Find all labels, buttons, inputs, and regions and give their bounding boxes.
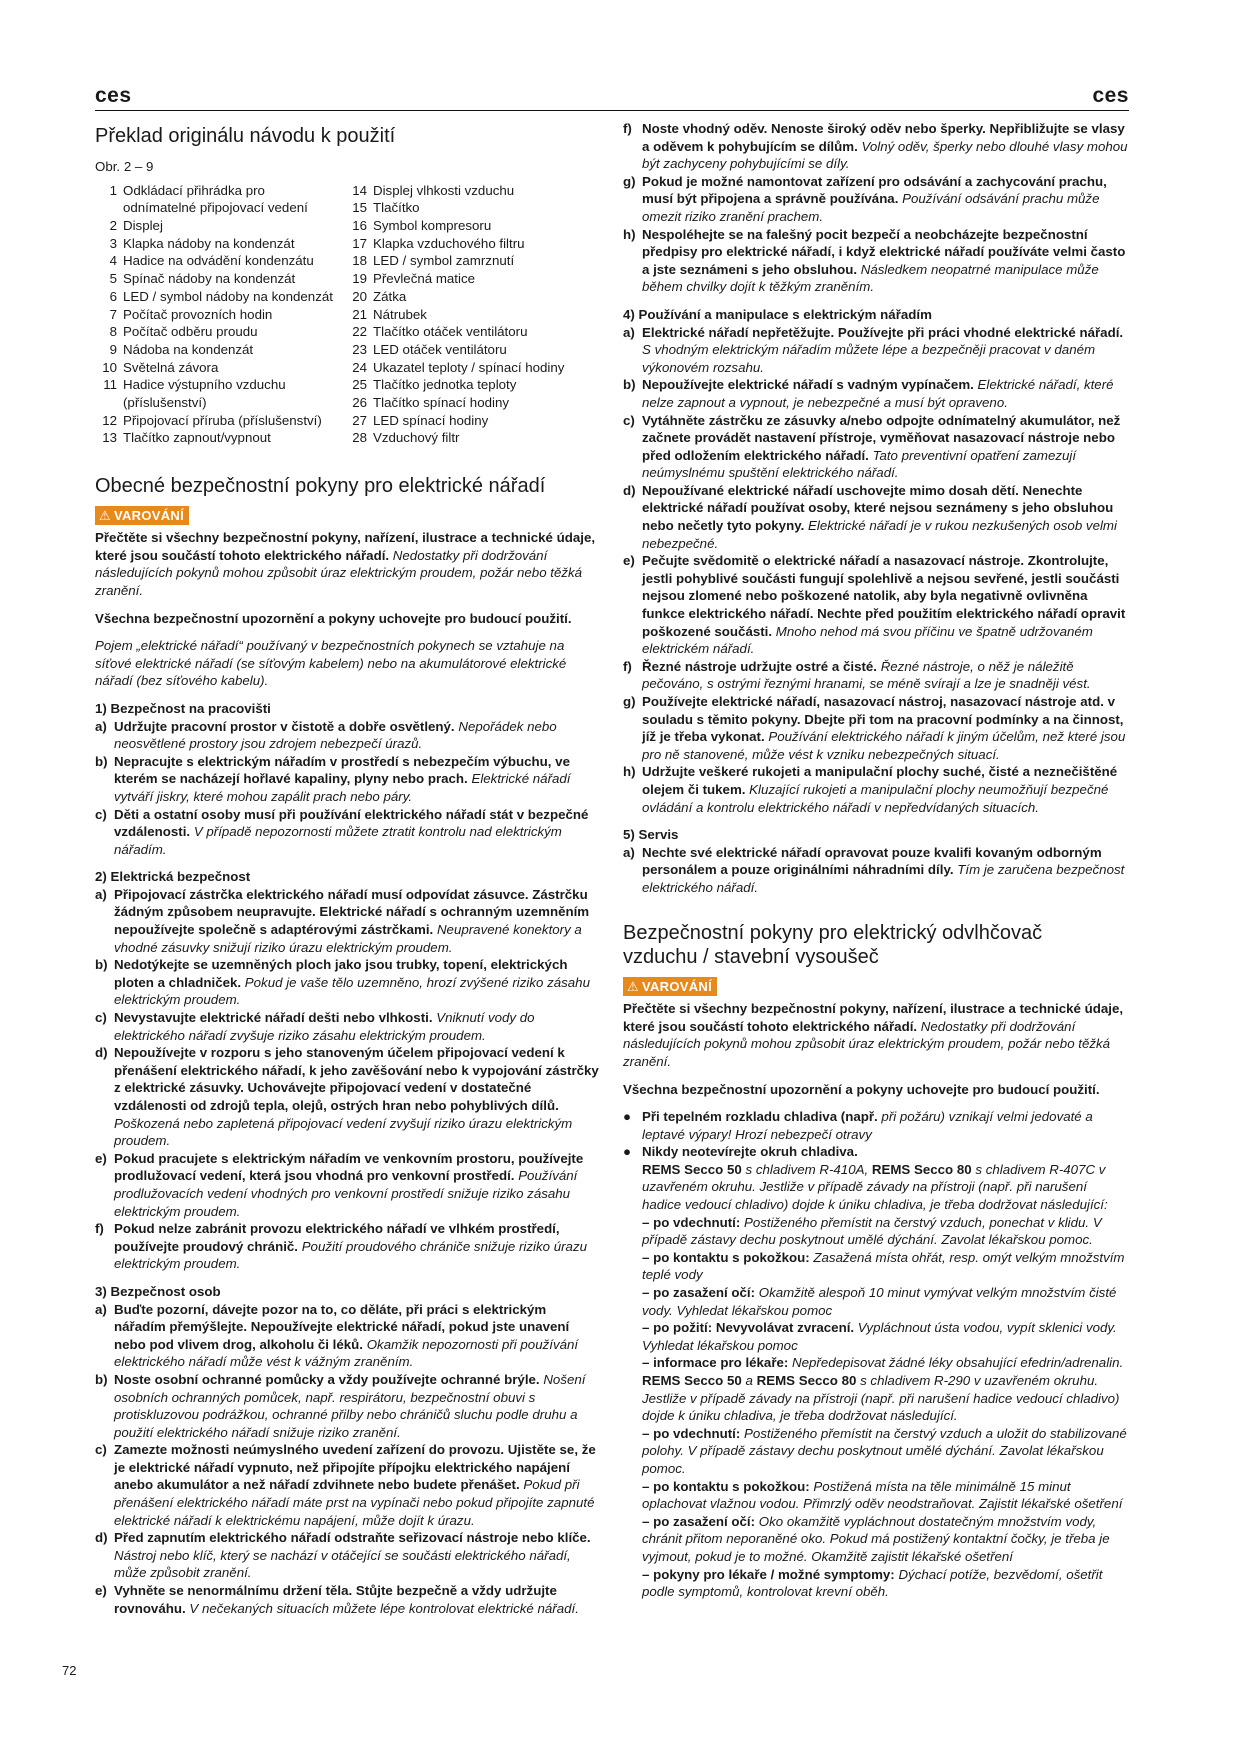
legend-item (345, 394, 600, 412)
legend-item-label: Odkládací přihrádka pro (123, 182, 265, 198)
item-letter: a) (95, 886, 107, 902)
safety-item (95, 1582, 600, 1617)
dehumidifier-heading-line1: Bezpečnostní pokyny pro elektrický odvlhčovač (623, 921, 1043, 944)
figure-legend (95, 182, 600, 470)
safety-item (95, 956, 600, 1009)
item-instruction: Děti a ostatní osoby musí při používání elektrického nářadí stát v bezpečné vzdálenosti. (114, 806, 589, 840)
item-letter: f) (95, 1221, 104, 1237)
item-explanation: Vniknutí vody do elektrického nářadí zvyšuje riziko zásahu elektrickým proudem. (114, 1010, 535, 1043)
item-instruction: Vytáhněte zástrčku ze zásuvky a/nebo odpojte odnímatelný akumulátor, než začnete provádět nastavení přístroje, vyměňovat nasazovací nástroje nebo před odložením elektrického nářadí. (642, 412, 1121, 463)
legend-item-number: 11 (103, 377, 117, 393)
first-aid-case: – po kontaktu s pokožkou: (642, 1478, 810, 1494)
bullet2-bold: Nikdy neotevírejte okruh chladiva. (642, 1144, 858, 1160)
warning-text-bold: Přečtěte si všechny bezpečnostní pokyny, nařízení, ilustrace a technické údaje, které jsou součástí tohoto elektrického nářadí. (95, 530, 596, 563)
legend-item (345, 412, 600, 430)
legend-item-label: Displej (123, 218, 163, 233)
first-aid-item (623, 1354, 1129, 1372)
legend-item-label: Hadice na odvádění kondenzátu (123, 253, 314, 269)
item-instruction: Nepoužívejte elektrické nářadí s vadným vypínačem. (642, 377, 974, 393)
first-aid-case: – po zasažení očí: (642, 1513, 756, 1529)
item-instruction: Nepracujte s elektrickým nářadím v prostředí s nebezpečím výbuchu, ve kterém se nacházejí hořlavé kapaliny, plyny nebo prach. (114, 753, 570, 787)
safety-item (95, 1044, 600, 1150)
legend-item-label: LED spínací hodiny (373, 412, 489, 428)
legend-item (345, 217, 600, 235)
safety-item (623, 120, 1129, 173)
model-secco-50-r290: REMS Secco 50 (642, 1373, 742, 1388)
safety-item (623, 376, 1129, 411)
legend-item-number: 26 (352, 395, 367, 411)
warning-badge (95, 506, 189, 526)
header-language-right: ces (1092, 84, 1129, 107)
item-explanation: Neupravené konektory a vhodné zásuvky snižují riziko úrazu elektrickým proudem. (114, 922, 582, 955)
r290-leak-note: Jestliže v případě závady na přístroji (např. při narušení hadice vedoucí chladivo) dojde k úniku chladiva, je třeba dodržovat následující. (642, 1390, 1120, 1424)
personal-safety-continued (623, 120, 1129, 296)
bullet1-bold: Při tepelném rozkladu chladiva (např. (642, 1109, 878, 1125)
legend-item-label: Nátrubek (373, 306, 427, 322)
item-letter: b) (623, 377, 636, 393)
item-letter: b) (95, 1371, 108, 1387)
first-aid-case: – pokyny pro lékaře / možné symptomy: (642, 1566, 895, 1582)
item-explanation: Elektrické nářadí vytváří jiskry, které mohou zapálit prach nebo páry. (114, 771, 571, 804)
legend-item-label: LED / symbol nádoby na kondenzát (123, 288, 333, 304)
legend-item (95, 412, 343, 430)
legend-item (345, 359, 600, 377)
item-explanation: Tím je zaručena bezpečnost elektrického nářadí. (642, 862, 1125, 895)
bullet1-italic: při požáru) vznikají velmi jedovaté a leptavé výpary! Hrozí nebezpečí otravy (642, 1109, 1093, 1142)
legend-item (345, 252, 600, 270)
item-instruction: Používejte elektrické nářadí, nasazovací nástroj, nasazovací nástroje atd. v souladu s těmito pokyny. Dbejte při tom na pracovní podmínky a na činnost, jíž je třeba vykonat. (642, 694, 1124, 745)
legend-item-number: 28 (352, 430, 367, 446)
first-aid-item (623, 1566, 1129, 1601)
legend-item (345, 429, 600, 447)
item-letter: g) (623, 694, 636, 709)
item-explanation: Následkem neopatrné manipulace může během chvilky dojít k těžkým zraněním. (642, 261, 1099, 295)
group-title: 2) Elektrická bezpečnost (95, 869, 251, 885)
legend-item (95, 359, 343, 377)
legend-item-label: Zátka (373, 288, 407, 304)
left-column (95, 120, 600, 1616)
legend-item-number: 5 (109, 271, 117, 287)
legend-item (345, 323, 600, 341)
warning-text-italic: Nedostatky při dodržování následujících pokynů mohou způsobit úraz elektrickým proudem, požár nebo těžká zranění. (95, 547, 583, 598)
safety-item (623, 324, 1129, 377)
dehumidifier-heading-line2: vzduchu / stavební vysoušeč (623, 945, 879, 968)
item-explanation: Elektrické nářadí, které nelze zapnout a vypnout, je nebezpečné a musí být opraveno. (642, 377, 1114, 410)
warning-text-2-italic: Nedostatky při dodržování následujících pokynů mohou způsobit úraz elektrickým proudem, požár nebo těžká zranění. (623, 1018, 1111, 1069)
legend-item-number: 27 (352, 412, 367, 428)
legend-item-number: 7 (109, 306, 117, 322)
safety-item (95, 753, 600, 806)
item-letter: a) (623, 844, 635, 860)
first-aid-item (623, 1513, 1129, 1566)
item-instruction: Před zapnutím elektrického nářadí odstraňte seřizovací nástroje nebo klíče. (114, 1530, 591, 1546)
item-instruction: Noste osobní ochranné pomůcky a vždy používejte ochranné brýle. (114, 1371, 540, 1387)
legend-item-number: 18 (352, 253, 367, 269)
legend-item (95, 306, 343, 324)
legend-item-label: Tlačítko otáček ventilátoru (373, 324, 528, 340)
legend-item-number: 19 (352, 271, 367, 287)
first-aid-action: Vypláchnout ústa vodou, vypít sklenici vody. Vyhledat lékařskou pomoc (642, 1320, 1117, 1353)
legend-item-label: Hadice výstupního vzduchu (123, 377, 286, 393)
group-4-items (623, 324, 1129, 817)
legend-item-label: Připojovací příruba (příslušenství) (123, 412, 322, 428)
legend-item (95, 235, 343, 253)
safety-item (95, 718, 600, 753)
item-letter: b) (95, 753, 108, 769)
item-letter: d) (95, 1045, 108, 1061)
legend-item-label: Tlačítko spínací hodiny (373, 395, 509, 411)
group-title: 1) Bezpečnost na pracovišti (95, 700, 271, 716)
item-explanation: Volný oděv, šperky nebo dlouhé vlasy mohou být zachyceny pohybujícími se díly. (642, 138, 1128, 172)
item-letter: c) (95, 806, 107, 822)
item-letter: f) (623, 658, 632, 674)
first-aid-action: Postiženého přemístit na čerstvý vzduch, ponechat v klidu. V případě zástavy dechu poskytnout umělé dýchání. Zavolat lékařskou pomoc. (642, 1214, 1102, 1248)
item-instruction: Nepoužívejte v rozporu s jeho stanoveným účelem připojovací vedení k přenášení elektrického nářadí, k jeho zavěšování nebo k vypojování zástrčky z elektrické zásuvky. Uchovávejte připojovací vedení v dostatečné vzdálenosti od zdrojů tepla, olejů, ostrých hran nebo pohyblivých dílů. (114, 1045, 599, 1113)
first-aid-case: – po vdechnutí: (642, 1214, 741, 1230)
legend-item-label: odnímatelné připojovací vedení (123, 200, 308, 216)
legend-item (345, 182, 600, 200)
item-letter: h) (623, 226, 636, 242)
legend-item-number: 13 (102, 430, 117, 446)
legend-item-number: 15 (352, 200, 367, 216)
header-rule (95, 110, 1129, 111)
legend-item-label: Tlačítko (373, 200, 420, 216)
legend-item-label: Počítač provozních hodin (123, 306, 273, 322)
item-explanation: Řezné nástroje, o něž je náležitě pečováno, s ostrými řeznými hranami, se méně svírají a lze je snadněji vést. (642, 658, 1091, 692)
safety-item (623, 844, 1129, 897)
safety-item (623, 763, 1129, 816)
keep-instructions-2: Všechna bezpečnostní upozornění a pokyny uchovejte pro budoucí použití. (623, 1081, 1100, 1097)
item-letter: d) (95, 1530, 108, 1546)
item-instruction: Noste vhodný oděv. Nenoste široký oděv nebo šperky. Nepřibližujte se vlasy a oděvem k pohybujícím se dílům. (642, 121, 1125, 154)
legend-item-number: 10 (102, 359, 117, 375)
group-5-items (623, 844, 1129, 897)
warning-triangle-icon: ⚠ (99, 507, 111, 523)
item-explanation: Použití proudového chrániče snižuje riziko úrazu elektrickým proudem. (114, 1238, 587, 1272)
legend-item-label: (příslušenství) (123, 395, 207, 411)
r290-refrigerant: s chladivem R-290 v uzavřeném okruhu. (860, 1373, 1099, 1388)
legend-item-label: Vzduchový filtr (373, 430, 460, 446)
legend-item-number: 21 (352, 306, 367, 322)
warning-badge-2 (623, 977, 717, 997)
legend-item (345, 270, 600, 288)
safety-item (95, 1009, 600, 1044)
legend-item (95, 376, 343, 394)
legend-item-label: Převlečná matice (373, 271, 475, 287)
item-explanation: Používání odsávání prachu může omezit riziko zranění prachem. (642, 191, 1100, 224)
legend-item-number: 4 (109, 253, 117, 269)
item-instruction: Elektrické nářadí nepřetěžujte. Používejte při práci vhodné elektrické nářadí. (642, 324, 1124, 340)
legend-item-label: LED / symbol zamrznutí (373, 253, 515, 269)
item-letter: c) (95, 1010, 107, 1026)
first-aid-action: Oko okamžitě vypláchnout dostatečným množstvím vody, chránit přitom neporaněné oko. Pokud má postižený kontaktní čočky, je třeba je vyjmout, pokud je to možné. Okamžitě zajistit lékařské ošetření (642, 1513, 1110, 1564)
model-secco-80: REMS Secco 80 (871, 1161, 972, 1177)
secco-r290-note (623, 1372, 1129, 1425)
legend-item-number: 14 (352, 182, 367, 198)
item-instruction: Udržujte pracovní prostor v čistotě a dobře osvětlený. (114, 718, 455, 734)
item-letter: e) (623, 553, 635, 569)
item-explanation: V nečekaných situacích můžete lépe kontrolovat elektrické nářadí. (189, 1600, 579, 1616)
item-letter: e) (95, 1583, 107, 1599)
legend-item (345, 199, 600, 217)
legend-item-label: Nádoba na kondenzát (123, 341, 254, 357)
item-instruction: Nepoužívané elektrické nářadí uschovejte mimo dosah dětí. Nenechte elektrické nářadí používat osoby, které nejsou seznámeny s jeho obsluhou nebo nečetly tyto pokyny. (642, 482, 1114, 534)
legend-item-label: Klapka vzduchového filtru (373, 235, 525, 251)
legend-item-number: 25 (352, 377, 367, 393)
model-secco-50-refrigerant: s chladivem R-410A, (745, 1161, 869, 1177)
safety-item (95, 1529, 600, 1582)
item-explanation: Nošení osobních ochranných pomůcek, např. respirátoru, bezpečnostní obuvi s protiskluzovou podrážkou, ochranné přilby nebo chráničů sluchu podle druhu a použití elektrického nářadí snižuje riziko zranění. (114, 1371, 586, 1440)
legend-item-number: 6 (109, 288, 117, 304)
legend-item (345, 376, 600, 394)
model-secco-80-r290: REMS Secco 80 (756, 1373, 857, 1388)
first-aid-item (623, 1425, 1129, 1478)
item-instruction: Nechte své elektrické nářadí opravovat pouze kvalifi kovaným odborným personálem a pouze originálními náhradními díly. (642, 844, 1102, 878)
item-instruction: Pokud je možné namontovat zařízení pro odsávání a zachycování prachu, musí být připojena a správně používána. (642, 173, 1107, 207)
safety-item (95, 1301, 600, 1371)
page-title: Překlad originálu návodu k použití (95, 125, 396, 147)
item-letter: e) (95, 1150, 107, 1166)
legend-item-number: 1 (109, 182, 117, 198)
legend-item (95, 288, 343, 306)
and-word: a (745, 1373, 753, 1388)
legend-item-label: Tlačítko zapnout/vypnout (123, 430, 271, 446)
legend-column-2 (345, 182, 600, 448)
legend-item-number: 12 (102, 412, 117, 428)
safety-item (623, 173, 1129, 226)
item-instruction: Vyhněte se nenormálnímu držení těla. Stůjte bezpečně a vždy udržujte rovnováhu. (114, 1583, 557, 1616)
warning-label-2: VAROVÁNÍ (641, 978, 713, 994)
item-explanation: Pokud je vaše tělo uzemněno, hrozí zvýšené riziko zásahu elektrickým proudem. (114, 974, 590, 1008)
first-aid-action: Zasažená místa ohřát, resp. omýt velkým množstvím teplé vody (642, 1249, 1125, 1283)
first-aid-case: – po vdechnutí: (642, 1425, 741, 1441)
keep-instructions: Všechna bezpečnostní upozornění a pokyny uchovejte pro budoucí použití. (95, 610, 572, 626)
first-aid-items (623, 1214, 1129, 1372)
legend-item (95, 394, 343, 412)
legend-item-number: 20 (352, 288, 367, 304)
item-letter: a) (95, 718, 107, 734)
first-aid-case: – informace pro lékaře: (642, 1355, 789, 1371)
safety-item (95, 806, 600, 859)
model-secco-50: REMS Secco 50 (642, 1161, 742, 1177)
legend-item-label: Displej vlhkosti vzduchu (373, 182, 515, 198)
legend-item (345, 306, 600, 324)
legend-item-label: LED otáček ventilátoru (373, 341, 507, 357)
item-explanation: V případě nepozornosti můžete ztratit kontrolu nad elektrickým nářadím. (114, 824, 562, 857)
first-aid-action: Postiženého přemístit na čerstvý vzduch a uložit do stabilizované polohy. V případě zástavy dechu poskytnout umělé dýchání. Zavolat lékařskou pomoc. (642, 1425, 1127, 1476)
first-aid-action: Dýchací potíže, bezvědomí, ošetřit podle symptomů, kontrolovat krevní oběh. (642, 1566, 1103, 1600)
first-aid-case: – po požití: Nevyvolávat zvracení. (642, 1320, 855, 1336)
warning-triangle-icon: ⚠ (627, 978, 639, 994)
first-aid-item (623, 1249, 1129, 1284)
item-letter: g) (623, 173, 636, 189)
group-items (95, 718, 600, 859)
group-title: 3) Bezpečnost osob (95, 1283, 221, 1299)
safety-item (95, 1371, 600, 1441)
legend-item-label: Tlačítko jednotka teploty (373, 377, 517, 393)
legend-item-label: Světelná závora (123, 359, 219, 375)
general-safety-heading: Obecné bezpečnostní pokyny pro elektrické nářadí (95, 474, 546, 497)
legend-item-number: 9 (109, 341, 117, 357)
safety-item (95, 1220, 600, 1273)
r290-first-aid-items (623, 1425, 1129, 1601)
legend-item (95, 429, 343, 447)
model-secco-80-refrigerant: s chladivem R-407C v uzavřeném okruhu. (642, 1161, 1106, 1195)
group-items (95, 886, 600, 1273)
first-aid-case: – po zasažení očí: (642, 1285, 756, 1301)
item-instruction: Pokud nelze zabránit provozu elektrického nářadí ve vlhkém prostředí, používejte proudový chránič. (114, 1221, 560, 1254)
item-instruction: Nedotýkejte se uzemněných ploch jako jsou trubky, topení, elektrických ploten a chladniček. (114, 957, 568, 990)
legend-item (95, 270, 343, 288)
warning-text (95, 529, 600, 599)
bullet-icon: ● (623, 1109, 632, 1125)
legend-item (345, 288, 600, 306)
bullet-thermal-decomposition (623, 1108, 1129, 1143)
legend-item-number: 2 (109, 218, 117, 233)
legend-item (95, 199, 343, 217)
warning-text-2 (623, 1000, 1129, 1070)
item-letter: b) (95, 957, 108, 973)
item-explanation: S vhodným elektrickým nářadím můžete lépe a bezpečněji pracovat v daném výkonovém rozsahu. (642, 342, 1096, 375)
first-aid-item (623, 1319, 1129, 1354)
header-language-left: ces (95, 84, 132, 107)
legend-item-number: 23 (352, 341, 367, 357)
item-letter: d) (623, 482, 636, 498)
safety-item (95, 1150, 600, 1220)
legend-item-number: 24 (352, 359, 367, 375)
legend-item (345, 341, 600, 359)
item-instruction: Pečujte svědomitě o elektrické nářadí a nasazovací nástroje. Zkontrolujte, jestli pohyblivé součásti fungují spolehlivě a nejsou sevřené, jestli součásti nejsou zlomené nebo poškozené natolik, aby byla negativně ovlivněna funkce elektrického nářadí. Nechte před použitím elektrického nářadí opravit poškozené součásti. (642, 553, 1126, 639)
first-aid-item (623, 1214, 1129, 1249)
legend-item-number: 8 (109, 324, 117, 340)
figure-label: Obr. 2 – 9 (95, 159, 154, 174)
bullet-refrigerant-circuit (623, 1143, 1129, 1213)
legend-item (95, 252, 343, 270)
item-instruction: Udržujte veškeré rukojeti a manipulační plochy suché, čisté a neznečištěné olejem či tukem. (642, 764, 1118, 797)
legend-item-label: Ukazatel teploty / spínací hodiny (373, 359, 565, 375)
item-instruction: Nevystavujte elektrické nářadí dešti nebo vlhkosti. (114, 1010, 433, 1026)
item-letter: a) (95, 1301, 107, 1317)
first-aid-action: Okamžitě alespoň 10 minut vymývat velkým množstvím čisté vody. Vyhledat lékařskou pomoc (642, 1285, 1117, 1318)
first-aid-case: – po kontaktu s pokožkou: (642, 1249, 810, 1265)
group-items (95, 1301, 600, 1618)
item-letter: f) (623, 121, 632, 136)
first-aid-item (623, 1478, 1129, 1513)
term-note: Pojem „elektrické nářadí“ používaný v bezpečnostních pokynech se vztahuje na síťové elektrické nářadí (se síťovým kabelem) nebo na akumulátorové elektrické nářadí (bez síťového kabelu). (95, 638, 567, 689)
item-instruction: Zamezte možnosti neúmyslného uvedení zařízení do provozu. Ujistěte se, že je elektrické nářadí vypnuto, než připojíte přípojku elektrického napájení anebo akumulátor a než nářadí zdvihnete nebo budete přenášet. (114, 1442, 596, 1493)
legend-item-label: Spínač nádoby na kondenzát (123, 271, 296, 287)
right-column (623, 120, 1129, 1660)
warning-text-2-bold: Přečtěte si všechny bezpečnostní pokyny, nařízení, ilustrace a technické údaje, které jsou součástí tohoto elektrického nářadí. (623, 1001, 1124, 1034)
first-aid-action: Nepředepisovat žádné léky obsahující efedrin/adrenalin. (792, 1355, 1124, 1371)
legend-column-1 (95, 182, 343, 448)
left-safety-groups (95, 700, 600, 1617)
item-explanation: Nepořádek nebo neosvětlené prostory jsou zdrojem nebezpečí úrazů. (114, 718, 557, 752)
safety-item (95, 886, 600, 956)
safety-item (623, 658, 1129, 693)
item-letter: a) (623, 324, 635, 340)
first-aid-item (623, 1284, 1129, 1319)
item-explanation: Nástroj nebo klíč, který se nachází v otáčející se součásti elektrického nářadí, může způsobit zranění. (114, 1547, 571, 1581)
safety-item (623, 693, 1129, 763)
item-letter: c) (623, 412, 635, 428)
legend-item-label: Symbol kompresoru (373, 218, 492, 233)
item-letter: c) (95, 1442, 107, 1458)
item-instruction: Buďte pozorní, dávejte pozor na to, co děláte, při práci s elektrickým nářadím přemýšlejte. Nepoužívejte elektrické nářadí, pokud jste unavení nebo pod vlivem drog, alkoholu či léků. (114, 1301, 570, 1352)
group-5-title: 5) Servis (623, 827, 679, 843)
page-number: 72 (62, 1663, 77, 1678)
item-explanation: Tato preventivní opatření zamezují neúmyslnému spuštění elektrického nářadí. (642, 447, 1077, 481)
item-explanation: Okamžik nepozornosti při používání elektrického nářadí může vést k vážným zraněním. (114, 1336, 579, 1370)
safety-item (623, 226, 1129, 296)
warning-label: VAROVÁNÍ (113, 507, 185, 523)
legend-item-number: 22 (352, 324, 367, 340)
safety-item (623, 412, 1129, 482)
safety-item (95, 1441, 600, 1529)
item-instruction: Nespoléhejte se na falešný pocit bezpečí a neobcházejte bezpečnostní předpisy pro elektrické nářadí, i když elektrické nářadí používáte velmi často a jste seznámeni s jeho obsluhou. (642, 226, 1126, 277)
item-explanation: Pokud při přenášení elektrického nářadí máte prst na vypínači nebo pokud připojíte zapnuté elektrické nářadí k elektrickému napájení, může dojít k úrazu. (114, 1477, 595, 1528)
item-instruction: Řezné nástroje udržujte ostré a čisté. (642, 658, 877, 674)
legend-item-number: 17 (352, 235, 367, 251)
item-letter: h) (623, 764, 636, 780)
first-aid-action: Postižená místa na těle minimálně 15 minut oplachovat vlažnou vodou. Přimrzlý oděv neodstraňovat. Zajistit lékařské ošetření (642, 1478, 1123, 1512)
group-4-title: 4) Používání a manipulace s elektrickým nářadím (623, 306, 932, 322)
item-explanation: Používání prodlužovacích vedení vhodných pro venkovní prostředí snižuje riziko zásahu elektrickým proudem. (114, 1168, 578, 1219)
item-instruction: Pokud pracujete s elektrickým nářadím ve venkovním prostoru, používejte prodlužovací vedení, která jsou vhodná pro venkovní prostředí. (114, 1150, 584, 1184)
legend-item (345, 235, 600, 253)
legend-item-label: Počítač odběru proudu (123, 324, 258, 340)
item-explanation: Kluzající rukojeti a manipulační plochy neumožňují bezpečné ovládání a kontrolu elektrického nářadí v nepředvídaných situacích. (642, 781, 1109, 815)
bullet-icon: ● (623, 1144, 632, 1160)
item-explanation: Elektrické nářadí je v rukou nezkušených osob velmi nebezpečné. (642, 518, 1117, 551)
safety-item (623, 482, 1129, 552)
legend-item-number: 16 (352, 218, 367, 233)
item-explanation: Používání elektrického nářadí k jiným účelům, než které jsou pro ně stanovené, může vést k vzniku nebezpečných situací. (642, 729, 1126, 762)
legend-item (95, 182, 343, 200)
safety-item (623, 552, 1129, 658)
item-explanation: Poškozená nebo zapletená připojovací vedení zvyšují riziko úrazu elektrickým proudem. (114, 1115, 573, 1149)
legend-item-number: 3 (109, 235, 117, 251)
item-explanation: Mnoho nehod má svou příčinu ve špatně udržovaném elektrickém nářadí. (642, 623, 1093, 657)
legend-item-label: Klapka nádoby na kondenzát (123, 235, 295, 251)
refrigerant-leak-note: Jestliže v případě závady na přístroji (např. při narušení hadice vedoucí chladivo) dojde k úniku chladiva, je třeba dodržovat následující: (642, 1179, 1108, 1213)
legend-item (95, 217, 343, 235)
item-instruction: Připojovací zástrčka elektrického nářadí musí odpovídat zásuvce. Zástrčku žádným způsobem neupravujte. Elektrické nářadí s ochranným uzemněním nepoužívejte společně s adaptérovými zástrčkami. (114, 886, 590, 938)
legend-item (95, 323, 343, 341)
legend-item (95, 341, 343, 359)
